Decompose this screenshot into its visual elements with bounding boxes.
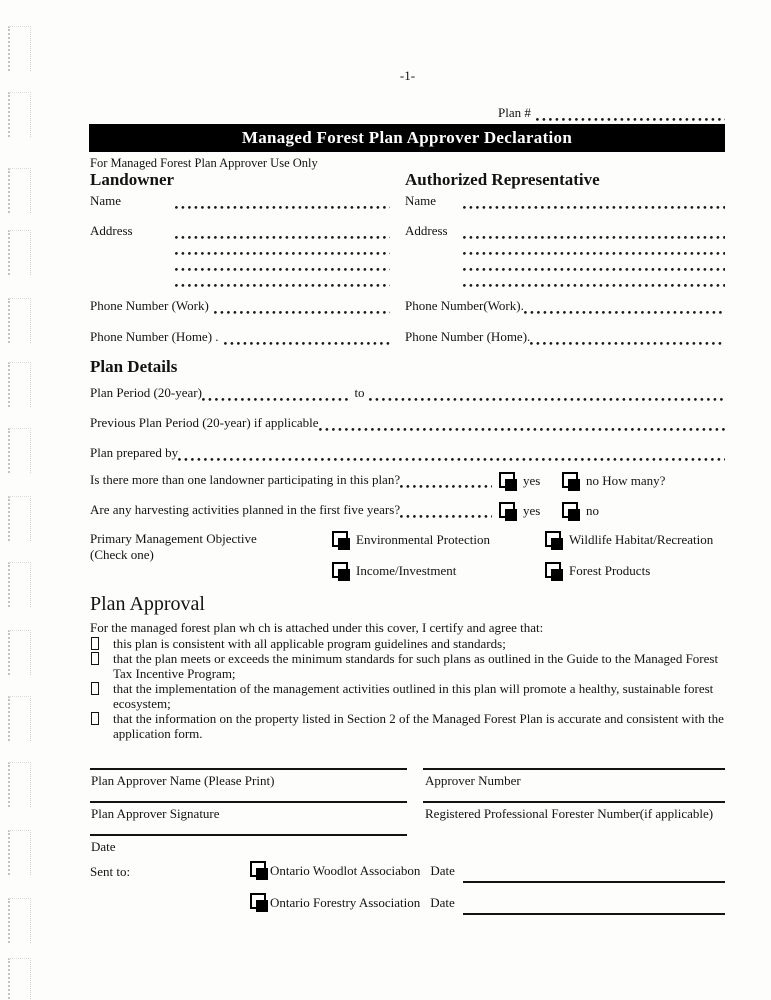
rpf-number-line[interactable] xyxy=(423,801,725,803)
bullet-box-icon xyxy=(91,682,99,695)
plan-approver-signature-label: Plan Approver Signature xyxy=(91,806,220,821)
plan-period-label: Plan Period (20-year) xyxy=(90,385,202,400)
plan-approval-heading: Plan Approval xyxy=(90,593,205,615)
representative-heading: Authorized Representative xyxy=(405,170,600,189)
representative-phone-home-field[interactable] xyxy=(530,330,725,345)
sent-forestry-label: Ontario Forestry Association xyxy=(270,895,421,910)
plan-prepared-by-label: Plan prepared by xyxy=(90,445,179,460)
scan-artifact xyxy=(8,958,31,1000)
approval-item: this plan is consistent with all applicable program guidelines and standards; xyxy=(113,636,506,651)
yes-label: yes xyxy=(523,473,541,488)
approver-number-label: Approver Number xyxy=(425,773,521,788)
representative-address-field[interactable] xyxy=(463,224,725,239)
representative-phone-work-field[interactable] xyxy=(524,299,725,314)
date-label: Date xyxy=(91,839,116,854)
landowner-address-field[interactable] xyxy=(175,272,390,287)
representative-address-field[interactable] xyxy=(463,256,725,271)
landowner-name-field[interactable] xyxy=(175,194,390,209)
plan-number-label: Plan # xyxy=(498,105,531,120)
plan-approver-signature-line[interactable] xyxy=(90,801,407,803)
objective-environmental-label: Environmental Protection xyxy=(356,532,490,547)
previous-plan-period-label: Previous Plan Period (20-year) if applicable xyxy=(90,415,319,430)
sent-woodlot-label: Ontario Woodlot Associabon xyxy=(270,863,421,878)
bullet-box-icon xyxy=(91,652,99,665)
sent-forestry-date-field[interactable] xyxy=(463,893,725,915)
page-number: -1- xyxy=(399,68,416,83)
landowner-phone-home-label: Phone Number (Home) . xyxy=(90,329,219,344)
objective-income-label: Income/Investment xyxy=(356,563,457,578)
plan-approval-intro: For the managed forest plan wh ch is attached under this cover, I certify and agree that: xyxy=(90,620,544,635)
sent-to-label: Sent to: xyxy=(90,864,131,879)
scan-artifact xyxy=(8,26,31,71)
landowner-address-field[interactable] xyxy=(175,256,390,271)
representative-name-field[interactable] xyxy=(463,194,725,209)
sent-woodlot-date-field[interactable] xyxy=(463,861,725,883)
form-title-banner: Managed Forest Plan Approver Declaration xyxy=(89,124,725,152)
bullet-box-icon xyxy=(91,637,99,650)
landowner-phone-home-field[interactable] xyxy=(224,330,390,345)
landowner-name-label: Name xyxy=(90,193,122,208)
scan-artifact xyxy=(8,762,31,807)
no-label: no xyxy=(586,503,599,518)
scan-artifact xyxy=(8,362,31,407)
scan-artifact xyxy=(8,168,31,213)
objective-note: (Check one) xyxy=(90,547,154,562)
multiple-landowners-no-checkbox[interactable] xyxy=(562,472,582,492)
sent-forestry-date-label: Date xyxy=(430,895,455,910)
no-how-many-label: no How many? xyxy=(586,473,666,488)
scan-artifact xyxy=(8,562,31,607)
representative-name-label: Name xyxy=(405,193,437,208)
scan-artifact xyxy=(8,428,31,473)
objective-forest-products-label: Forest Products xyxy=(569,563,651,578)
rpf-number-label: Registered Professional Forester Number(if applicable) xyxy=(425,806,714,821)
plan-period-from-field[interactable] xyxy=(202,386,351,401)
yes-label: yes xyxy=(523,503,541,518)
landowner-address-field[interactable] xyxy=(175,240,390,255)
objective-label: Primary Management Objective xyxy=(90,531,257,546)
sent-woodlot-date-label: Date xyxy=(430,863,455,878)
plan-approver-name-line[interactable] xyxy=(90,768,407,770)
landowner-address-field[interactable] xyxy=(175,224,390,239)
approval-item: that the plan meets or exceeds the minimum standards for such plans as outlined in the Guide to the Managed Forest Tax Incentive Program; xyxy=(113,651,719,681)
harvesting-no-checkbox[interactable] xyxy=(562,502,582,522)
scan-artifact xyxy=(8,898,31,943)
scan-artifact xyxy=(8,496,31,541)
multiple-landowners-yes-checkbox[interactable] xyxy=(499,472,519,492)
plan-period-to-field[interactable] xyxy=(369,386,725,401)
approver-number-line[interactable] xyxy=(423,768,725,770)
landowner-phone-work-label: Phone Number (Work) xyxy=(90,298,209,313)
previous-plan-period-field[interactable] xyxy=(319,416,725,431)
representative-address-field[interactable] xyxy=(463,240,725,255)
representative-address-label: Address xyxy=(405,223,448,238)
plan-period-to-label: to xyxy=(354,385,365,400)
sent-woodlot-checkbox[interactable] xyxy=(250,861,270,881)
plan-approver-name-label: Plan Approver Name (Please Print) xyxy=(91,773,275,788)
approval-item: that the implementation of the management activities outlined in this plan will promote a healthy, sustainable forest ecosystem; xyxy=(113,681,714,711)
leader-dots xyxy=(400,473,492,488)
plan-prepared-by-field[interactable] xyxy=(178,446,725,461)
leader-dots xyxy=(400,503,492,518)
scan-artifact xyxy=(8,298,31,343)
landowner-phone-work-field[interactable] xyxy=(214,299,390,314)
scan-artifact xyxy=(8,630,31,675)
plan-number-field[interactable] xyxy=(536,106,725,121)
harvesting-yes-checkbox[interactable] xyxy=(499,502,519,522)
objective-forest-products-checkbox[interactable] xyxy=(545,562,565,582)
landowner-address-label: Address xyxy=(90,223,133,238)
objective-wildlife-checkbox[interactable] xyxy=(545,531,565,551)
scan-artifact xyxy=(8,230,31,275)
objective-environmental-checkbox[interactable] xyxy=(332,531,352,551)
approval-item: that the information on the property listed in Section 2 of the Managed Forest Plan is accurate and consistent with the application form. xyxy=(113,711,724,741)
sent-forestry-checkbox[interactable] xyxy=(250,893,270,913)
objective-income-checkbox[interactable] xyxy=(332,562,352,582)
scan-artifact xyxy=(8,696,31,741)
plan-details-heading: Plan Details xyxy=(90,357,178,376)
harvesting-question: Are any harvesting activities planned in the first five years? xyxy=(90,502,401,517)
usage-note: For Managed Forest Plan Approver Use Only xyxy=(90,156,318,170)
objective-wildlife-label: Wildlife Habitat/Recreation xyxy=(569,532,714,547)
representative-phone-work-label: Phone Number(Work). xyxy=(405,298,524,313)
scan-artifact xyxy=(8,92,31,137)
multiple-landowners-question: Is there more than one landowner participating in this plan? xyxy=(90,472,401,487)
landowner-heading: Landowner xyxy=(90,170,175,189)
representative-address-field[interactable] xyxy=(463,272,725,287)
scan-artifact xyxy=(8,830,31,875)
bullet-box-icon xyxy=(91,712,99,725)
representative-phone-home-label: Phone Number (Home). xyxy=(405,329,531,344)
date-line[interactable] xyxy=(90,834,407,836)
